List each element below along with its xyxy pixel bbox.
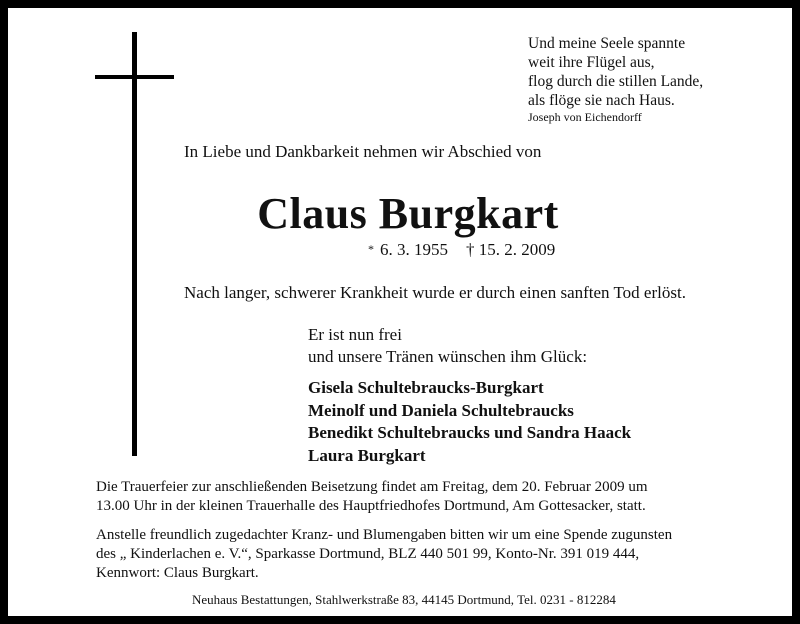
birth-date: 6. 3. 1955 bbox=[380, 240, 448, 259]
poem-line: Und meine Seele spannte bbox=[528, 35, 686, 52]
donation-line: des „ Kinderlachen e. V.“, Sparkasse Dortmund, BLZ 440 501 99, Konto-Nr. 391 019 444, bbox=[96, 546, 640, 562]
donation-line: Anstelle freundlich zugedachter Kranz- und Blumengaben bitten wir um eine Spende zugunsten bbox=[96, 527, 673, 543]
mourner-name: Gisela Schultebraucks-Burgkart bbox=[308, 378, 544, 397]
birth-symbol: * bbox=[368, 242, 374, 256]
poem-line: als flöge sie nach Haus. bbox=[528, 92, 675, 109]
deceased-name: Claus Burgkart bbox=[257, 189, 559, 238]
poem-quote bbox=[528, 34, 703, 110]
verse bbox=[308, 324, 587, 368]
ceremony-line: Die Trauerfeier zur anschließenden Beisetzung findet am Freitag, dem 20. Februar 2009 um bbox=[96, 479, 648, 495]
mourner-name: Laura Burgkart bbox=[308, 446, 426, 466]
death-symbol: † bbox=[466, 240, 475, 259]
death-date: 15. 2. 2009 bbox=[478, 240, 556, 259]
life-dates bbox=[368, 240, 555, 260]
mourners-list bbox=[308, 377, 631, 468]
ceremony-paragraph bbox=[96, 478, 648, 516]
poem-line: flog durch die stillen Lande, bbox=[528, 73, 704, 90]
intro-text: In Liebe und Dankbarkeit nehmen wir Abschied von bbox=[184, 142, 542, 161]
ceremony-line: 13.00 Uhr in der kleinen Trauerhalle des Hauptfriedhofes Dortmund, Am Gottesacker, statt. bbox=[96, 498, 646, 514]
mourner-name: Benedikt Schultebraucks und Sandra Haack bbox=[308, 423, 632, 443]
mourner-name: Meinolf und Daniela Schultebraucks bbox=[308, 400, 574, 420]
cross-icon bbox=[132, 32, 137, 456]
donation-paragraph bbox=[96, 526, 672, 583]
funeral-home-footer: Neuhaus Bestattungen, Stahlwerkstraße 83, 44145 Dortmund, Tel. 0231 - 812284 bbox=[192, 592, 616, 607]
verse-line: Er ist nun frei bbox=[308, 325, 402, 344]
verse-line: und unsere Tränen wünschen ihm Glück: bbox=[308, 347, 588, 366]
cross-icon-bar bbox=[95, 75, 174, 79]
donation-line: Kennwort: Claus Burgkart. bbox=[96, 565, 259, 581]
lead-text: Nach langer, schwerer Krankheit wurde er durch einen sanften Tod erlöst. bbox=[184, 283, 686, 302]
poem-line: weit ihre Flügel aus, bbox=[528, 54, 655, 71]
poem-author: Joseph von Eichendorff bbox=[528, 110, 642, 124]
